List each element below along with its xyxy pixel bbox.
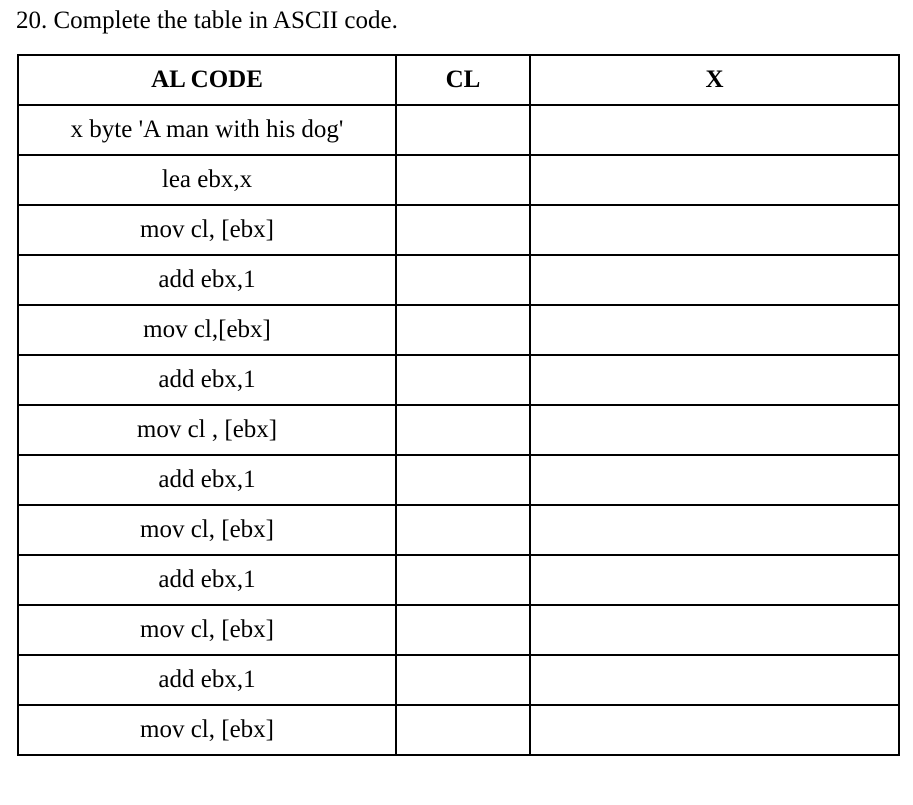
cl-cell[interactable] bbox=[396, 305, 530, 355]
cl-cell[interactable] bbox=[396, 555, 530, 605]
ascii-table bbox=[17, 54, 900, 756]
table-row bbox=[18, 555, 899, 605]
x-cell[interactable] bbox=[530, 205, 899, 255]
cl-cell[interactable] bbox=[396, 455, 530, 505]
table-row bbox=[18, 505, 899, 555]
x-cell[interactable] bbox=[530, 555, 899, 605]
cl-cell[interactable] bbox=[396, 605, 530, 655]
header-cl: CL bbox=[396, 55, 530, 105]
table-row bbox=[18, 355, 899, 405]
table-row bbox=[18, 705, 899, 755]
question-text: 20. Complete the table in ASCII code. bbox=[16, 7, 398, 34]
code-cell: x byte 'A man with his dog' bbox=[18, 105, 396, 155]
code-cell: add ebx,1 bbox=[18, 355, 396, 405]
table-row bbox=[18, 405, 899, 455]
code-cell: add ebx,1 bbox=[18, 455, 396, 505]
cl-cell[interactable] bbox=[396, 105, 530, 155]
code-cell: lea ebx,x bbox=[18, 155, 396, 205]
code-cell: add ebx,1 bbox=[18, 255, 396, 305]
table-row bbox=[18, 455, 899, 505]
code-cell: mov cl,[ebx] bbox=[18, 305, 396, 355]
table-row bbox=[18, 305, 899, 355]
cl-cell[interactable] bbox=[396, 355, 530, 405]
cl-cell[interactable] bbox=[396, 655, 530, 705]
x-cell[interactable] bbox=[530, 655, 899, 705]
cl-cell[interactable] bbox=[396, 205, 530, 255]
x-cell[interactable] bbox=[530, 105, 899, 155]
header-x: X bbox=[530, 55, 899, 105]
cl-cell[interactable] bbox=[396, 705, 530, 755]
x-cell[interactable] bbox=[530, 255, 899, 305]
cl-cell[interactable] bbox=[396, 255, 530, 305]
table-row bbox=[18, 105, 899, 155]
code-cell: mov cl, [ebx] bbox=[18, 205, 396, 255]
x-cell[interactable] bbox=[530, 355, 899, 405]
cl-cell[interactable] bbox=[396, 155, 530, 205]
x-cell[interactable] bbox=[530, 605, 899, 655]
table-row bbox=[18, 605, 899, 655]
code-cell: mov cl, [ebx] bbox=[18, 705, 396, 755]
x-cell[interactable] bbox=[530, 705, 899, 755]
code-cell: add ebx,1 bbox=[18, 655, 396, 705]
x-cell[interactable] bbox=[530, 405, 899, 455]
code-cell: mov cl, [ebx] bbox=[18, 505, 396, 555]
x-cell[interactable] bbox=[530, 155, 899, 205]
header-row bbox=[18, 55, 899, 105]
cl-cell[interactable] bbox=[396, 405, 530, 455]
table-row bbox=[18, 155, 899, 205]
table-row bbox=[18, 255, 899, 305]
header-al-code: AL CODE bbox=[18, 55, 396, 105]
cl-cell[interactable] bbox=[396, 505, 530, 555]
code-cell: add ebx,1 bbox=[18, 555, 396, 605]
table-row bbox=[18, 205, 899, 255]
x-cell[interactable] bbox=[530, 455, 899, 505]
code-cell: mov cl, [ebx] bbox=[18, 605, 396, 655]
x-cell[interactable] bbox=[530, 305, 899, 355]
x-cell[interactable] bbox=[530, 505, 899, 555]
table-row bbox=[18, 655, 899, 705]
code-cell: mov cl , [ebx] bbox=[18, 405, 396, 455]
